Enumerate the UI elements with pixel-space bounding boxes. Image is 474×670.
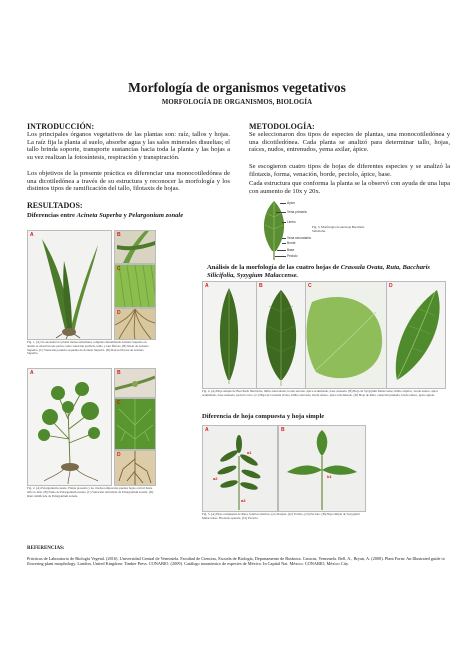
leaf-label-blade: Limbo — [287, 220, 296, 224]
page-title: Morfología de organismos vegetativos — [128, 80, 346, 95]
fig5-tag-b: B — [281, 427, 285, 433]
fig1-photo-d — [114, 308, 156, 340]
fig5-tag-a1: a1 — [247, 450, 252, 455]
leaf-label-petiole: Peciolo — [287, 254, 298, 258]
fig4-photo-a — [202, 281, 257, 389]
fig4-tag-b: B — [259, 283, 263, 289]
fig5-tag-a: A — [205, 427, 209, 433]
fig2-caption: Fig. 2. (A) Pelargonium zonale. Planta presenta y no citadas temporales puedes hojas a nivel hasta tallo lo más. (B) Nudo de Pelargonium zonale. (C) Venación reticulada de Pelargonium zonale. (D) Raíz ramificada de Pelargonium zonale. — [27, 486, 154, 498]
lanceolate-leaf-illustration — [203, 282, 256, 388]
fig4-photo-c — [305, 281, 387, 389]
method-heading: METODOLOGÍA: — [249, 122, 315, 131]
fig4-photo-d — [386, 281, 446, 389]
leaf-morphology-diagram — [254, 199, 374, 261]
fig1-photo-c — [114, 264, 156, 308]
fig4-tag-c: C — [308, 283, 312, 289]
fig5-tag-a3: a3 — [241, 498, 246, 503]
obovate-leaf-illustration — [306, 282, 386, 388]
references-heading: REFERENCIAS: — [27, 546, 65, 551]
fig2-tag-a: A — [30, 370, 34, 376]
fig1-photo-a — [27, 230, 112, 340]
simple-leaf-illustration — [279, 426, 365, 511]
method-body-2: Se escogieron cuatro tipos de hojas de diferentes especies y se analizó la filotaxis, forma, venación, borde, peciolo, ápice, base. — [249, 163, 450, 178]
fig2-photo-a — [27, 368, 112, 486]
fig5-tag-a2: a2 — [213, 476, 218, 481]
fig2-tag-d: D — [117, 452, 121, 458]
results-subheading: Diferencias entre Acineta Superba y Pelargonium zonale — [27, 212, 184, 219]
pelargonium-node-illustration — [115, 369, 155, 397]
pinnate-leaf-illustration — [387, 282, 445, 388]
leaf-label-primary-vein: Vena primaria — [287, 210, 307, 214]
fig4-caption: Fig. 4. (A) Hoja simple de Baccharis Silicifolia, limbo lanceolado, borde serrado, ápice acuminado, base cuneada. (B) Hoja de Syzygium Malaccense, limbo elíptico, borde entero, ápice acuminado, base cuneada, peciolo corto. (C) Hoja de Crassula Ovata, limbo obovado, borde entero, ápice redondeado. (D) Hoja de Ruta, venación pinnada, borde entero, ápice agudo. — [202, 389, 439, 397]
fig5-tag-b1: b1 — [327, 474, 332, 479]
results-heading: RESULTADOS: — [27, 201, 83, 210]
fig1-tag-c: C — [117, 266, 121, 272]
fig1-tag-b: B — [117, 232, 121, 238]
compound-leaf-illustration — [203, 426, 277, 511]
fig2-photo-b — [114, 368, 156, 398]
method-body-3: Cada estructura que conforma la planta se la observó con ayuda de una lupa con aumento de 10x y 20x. — [249, 180, 450, 195]
fig5-photo-b — [278, 425, 366, 512]
leaf-label-base: Base — [287, 248, 295, 252]
acineta-plant-illustration — [28, 231, 111, 339]
parallel-venation-illustration — [115, 265, 155, 307]
compound-heading: Diferencia de hoja compuesta y hoja simple — [202, 413, 325, 420]
fig2-photo-c — [114, 398, 156, 450]
analysis-heading: Análisis de la morfología de las cuatro hojas de Crassula Ovata, Ruta, Baccharis Silicifolia, Syzygium Malaccense. — [207, 264, 430, 279]
fig1-caption: Fig. 1. (A) Se encuentra la planta monocotiledónea completa denominada Acineta Superba en donde se observan sus partes como venación paralela, nudo y raíz fibrosa. (B) Nudo de Acineta Superba. (C) Venación paralela sequenta de Acineta Superba. (D) Raíces fibrosa de Acineta Superba. — [27, 340, 149, 356]
method-body: Se seleccionaron dos tipos de especies de plantas, una monocotiledónea y una dicotiledónea. Cada planta se analizó para determinar tallo, hojas, raíces, nudos, entrenudos, yema axilar, ápice. — [249, 131, 450, 154]
fig1-tag-d: D — [117, 310, 121, 316]
leaf-label-secondary-vein: Vena secundaria — [287, 236, 311, 240]
branched-root-illustration — [115, 451, 155, 485]
fig4-tag-a: A — [205, 283, 209, 289]
fig5-photo-a — [202, 425, 278, 512]
fig2-photo-d — [114, 450, 156, 486]
leaf-label-margin: Borde — [287, 241, 296, 245]
fig1-photo-b — [114, 230, 156, 264]
fig4-tag-d: D — [389, 283, 393, 289]
fibrous-root-illustration — [115, 309, 155, 339]
intro-body-2: Los objetivos de la presente práctica es diferenciar una monocotiledónea de una dicotiledónea a través de su estructura y reconocer la morfología y los distintos tipos de ramificación del tallo, filotaxis de hojas. — [27, 170, 230, 193]
fig2-tag-b: B — [117, 370, 121, 376]
fig1-tag-a: A — [30, 232, 34, 238]
page-subtitle: MORFOLOGÍA DE ORGANISMOS, BIOLOGÍA — [161, 99, 313, 106]
pelargonium-plant-illustration — [28, 369, 111, 485]
fig4-photo-b — [256, 281, 306, 389]
elliptic-leaf-illustration — [257, 282, 305, 388]
references-body: Prácticas de Laboratorio de Biología Vegetal. (2016). Universidad Central de Venezuela. Facultad de Ciencias, Escuela de Biología, Departamento de Botánica. Caracas, Venezuela. Bell, A., Bryan, A. (2008). Plant Form: An Illustrated guide to flowering plant morphology. London, United Kingdom: Timber Press. CONABIO. (2009). Catálogo taxonómico de especies de México. In Capital Nat. México. CONABIO, México City. — [27, 556, 445, 567]
reticulate-venation-illustration — [115, 399, 155, 449]
fig5-caption: Fig. 5. (A) Hoja compuesta de Ruta, foliolos alternos, (a1) Raquis. (a2) Foliolo, (a3) Peciolo. (B) Hoja simple de Syzygium Malaccense. Filotaxis opuesta, (b1) Peciolo. — [202, 512, 360, 520]
intro-body: Los principales órganos vegetativos de las plantas son: raíz, tallos y hojas. La raíz fija la planta al suelo, absorbe agua y las sales minerales disueltas; el tallo brinda soporte, transporte sustancias hacia toda la planta y las hojas a su vez realizan la fotosíntesis, respiración y transpiración. — [27, 131, 230, 161]
intro-heading: INTRODUCCIÓN: — [27, 122, 95, 131]
fig2-tag-c: C — [117, 400, 121, 406]
fig3-caption: Fig. 3. Morfología de una hoja Baccharis Salicifolia. — [312, 225, 365, 233]
leaf-label-apex: Ápice — [287, 201, 295, 205]
acineta-node-illustration — [115, 231, 155, 263]
